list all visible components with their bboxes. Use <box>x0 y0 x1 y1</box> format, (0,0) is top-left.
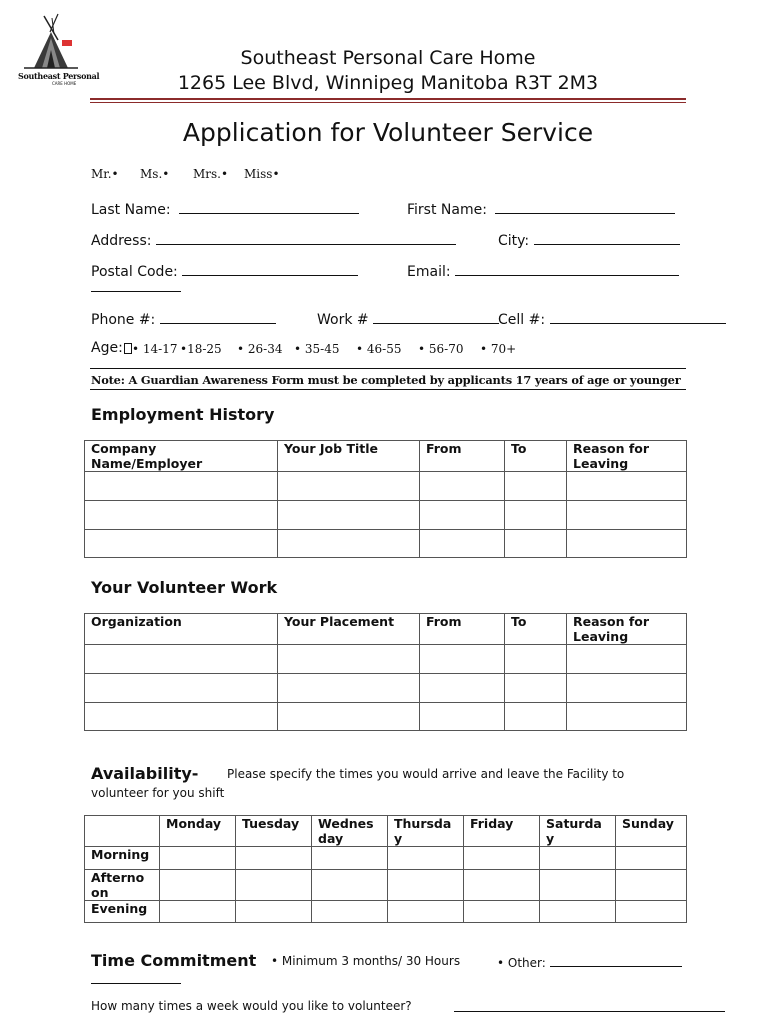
work-line[interactable] <box>373 309 499 324</box>
age-checkbox-icon[interactable] <box>124 343 132 354</box>
table-cell[interactable] <box>278 674 420 703</box>
org-address: 1265 Lee Blvd, Winnipeg Manitoba R3T 2M3 <box>177 72 599 94</box>
employment-table <box>84 440 687 558</box>
table-cell[interactable] <box>505 645 567 674</box>
cell-line[interactable] <box>550 309 726 324</box>
table-cell[interactable] <box>567 674 687 703</box>
table-row[interactable] <box>85 870 687 901</box>
table-cell[interactable] <box>85 674 278 703</box>
other-label: • Other: <box>497 956 546 970</box>
day-header-friday: Friday <box>464 816 540 847</box>
table-cell[interactable] <box>616 870 687 901</box>
salutation-mrs[interactable]: Mrs.• <box>193 167 229 181</box>
table-row[interactable] <box>85 501 687 530</box>
availability-table <box>84 815 687 923</box>
table-cell[interactable] <box>567 501 687 530</box>
address-label: Address: <box>91 233 152 249</box>
table-cell[interactable] <box>567 472 687 501</box>
table-cell[interactable] <box>540 870 616 901</box>
table-cell[interactable] <box>236 901 312 923</box>
phone-line[interactable] <box>160 309 276 324</box>
postal-code-line-continued[interactable] <box>91 291 181 292</box>
table-cell[interactable] <box>278 703 420 731</box>
age-label: Age: <box>91 340 123 356</box>
table-cell[interactable] <box>85 501 278 530</box>
first-name-label: First Name: <box>407 202 487 218</box>
cell-field[interactable] <box>498 309 726 328</box>
table-cell[interactable] <box>236 870 312 901</box>
table-cell[interactable] <box>85 703 278 731</box>
availability-instruction-cont: volunteer for you shift <box>91 786 225 800</box>
commitment-option-minimum[interactable]: • Minimum 3 months/ 30 Hours <box>271 954 461 968</box>
table-cell[interactable] <box>540 847 616 870</box>
phone-label: Phone #: <box>91 312 156 328</box>
age-option-70-plus[interactable]: • 70+ <box>480 342 517 356</box>
first-name-line[interactable] <box>495 199 675 214</box>
email-line[interactable] <box>455 261 679 276</box>
other-line[interactable] <box>550 954 682 967</box>
cell-label: Cell #: <box>498 312 546 328</box>
table-cell[interactable] <box>236 847 312 870</box>
table-row[interactable] <box>85 901 687 923</box>
table-row[interactable] <box>85 645 687 674</box>
table-cell[interactable] <box>160 847 236 870</box>
table-cell[interactable] <box>278 501 420 530</box>
table-cell[interactable] <box>388 847 464 870</box>
table-cell[interactable] <box>312 847 388 870</box>
table-cell[interactable] <box>388 870 464 901</box>
volunteer-frequency-question: How many times a week would you like to volunteer? <box>91 999 412 1013</box>
table-cell[interactable] <box>505 501 567 530</box>
email-field[interactable] <box>407 261 679 280</box>
logo <box>18 12 100 88</box>
table-row[interactable] <box>85 530 687 558</box>
logo-name: Southeast Personal <box>18 71 100 81</box>
table-cell[interactable] <box>420 501 505 530</box>
last-name-label: Last Name: <box>91 202 171 218</box>
day-header-saturday: Saturda y <box>540 816 616 847</box>
table-cell[interactable] <box>278 530 420 558</box>
email-label: Email: <box>407 264 451 280</box>
guardian-note: Note: A Guardian Awareness Form must be completed by applicants 17 years of age or younger <box>91 373 681 387</box>
volunteer-frequency-line[interactable] <box>454 1011 725 1012</box>
commitment-option-other[interactable] <box>497 954 682 970</box>
city-field[interactable] <box>498 230 680 249</box>
postal-code-label: Postal Code: <box>91 264 178 280</box>
teepee-icon <box>18 12 84 74</box>
table-cell[interactable] <box>464 901 540 923</box>
time-label-morning: Morning <box>85 847 160 870</box>
table-cell[interactable] <box>420 472 505 501</box>
employment-header-job-title: Your Job Title <box>278 441 420 472</box>
city-label: City: <box>498 233 530 249</box>
table-row[interactable] <box>85 703 687 731</box>
city-line[interactable] <box>534 230 680 245</box>
table-cell[interactable] <box>567 530 687 558</box>
volunteer-header-to: To <box>505 614 567 645</box>
table-cell[interactable] <box>160 870 236 901</box>
employment-header-to: To <box>505 441 567 472</box>
table-cell[interactable] <box>505 530 567 558</box>
address-line[interactable] <box>156 230 456 245</box>
table-cell[interactable] <box>420 703 505 731</box>
age-option-35-45[interactable]: • 35-45 <box>294 342 340 356</box>
table-cell[interactable] <box>278 472 420 501</box>
employment-header-company: Company Name/Employer <box>85 441 278 472</box>
table-cell[interactable] <box>85 472 278 501</box>
day-header-sunday: Sunday <box>616 816 687 847</box>
table-cell[interactable] <box>312 901 388 923</box>
day-header-monday: Monday <box>160 816 236 847</box>
salutation-miss[interactable]: Miss• <box>244 167 280 181</box>
phone-field[interactable] <box>91 309 276 328</box>
age-option-56-70[interactable]: • 56-70 <box>418 342 464 356</box>
employment-header-from: From <box>420 441 505 472</box>
table-cell[interactable] <box>616 847 687 870</box>
table-cell[interactable] <box>616 901 687 923</box>
day-header-thursday: Thursda y <box>388 816 464 847</box>
address-field[interactable] <box>91 230 456 249</box>
salutation-ms[interactable]: Ms.• <box>140 167 170 181</box>
page-title: Application for Volunteer Service <box>182 118 594 147</box>
table-row[interactable] <box>85 472 687 501</box>
postal-code-field[interactable] <box>91 261 358 280</box>
logo-sub: CARE HOME <box>52 81 77 86</box>
table-row[interactable] <box>85 847 687 870</box>
table-cell[interactable] <box>388 901 464 923</box>
header-rule-top <box>90 98 686 100</box>
table-cell[interactable] <box>505 472 567 501</box>
postal-code-line[interactable] <box>182 261 358 276</box>
availability-instruction: Please specify the times you would arrive and leave the Facility to <box>227 767 625 781</box>
table-cell[interactable] <box>85 645 278 674</box>
last-name-field[interactable] <box>91 199 359 218</box>
header-rule-bottom <box>90 102 686 103</box>
volunteer-header-organization: Organization <box>85 614 278 645</box>
age-option-14-17[interactable]: • 14-17 <box>132 342 178 356</box>
employment-history-title: Employment History <box>91 405 275 424</box>
commitment-extra-line[interactable] <box>91 983 181 984</box>
volunteer-work-title: Your Volunteer Work <box>91 578 278 597</box>
volunteer-header-placement: Your Placement <box>278 614 420 645</box>
note-rule-top <box>90 368 686 369</box>
age-option-46-55[interactable]: • 46-55 <box>356 342 402 356</box>
table-cell[interactable] <box>464 870 540 901</box>
time-label-afternoon: Afterno on <box>85 870 160 901</box>
day-header-wednesday: Wednes day <box>312 816 388 847</box>
table-cell[interactable] <box>85 530 278 558</box>
volunteer-table <box>84 613 687 731</box>
table-cell[interactable] <box>567 703 687 731</box>
volunteer-header-from: From <box>420 614 505 645</box>
table-cell[interactable] <box>464 847 540 870</box>
table-cell[interactable] <box>420 645 505 674</box>
availability-title: Availability- <box>91 764 199 783</box>
time-label-evening: Evening <box>85 901 160 923</box>
volunteer-header-reason: Reason for Leaving <box>567 614 687 645</box>
table-row[interactable] <box>85 674 687 703</box>
availability-corner <box>85 816 160 847</box>
note-rule-bottom <box>90 389 686 390</box>
age-option-26-34[interactable]: • 26-34 <box>237 342 283 356</box>
table-cell[interactable] <box>540 901 616 923</box>
salutation-mr[interactable]: Mr.• <box>91 167 119 181</box>
table-cell[interactable] <box>312 870 388 901</box>
last-name-line[interactable] <box>179 199 359 214</box>
table-cell[interactable] <box>505 703 567 731</box>
work-label: Work # <box>317 312 369 328</box>
table-cell[interactable] <box>420 674 505 703</box>
work-field[interactable] <box>317 309 499 328</box>
org-name: Southeast Personal Care Home <box>240 47 536 69</box>
employment-header-reason: Reason for Leaving <box>567 441 687 472</box>
age-option-18-25[interactable]: •18-25 <box>180 342 222 356</box>
table-cell[interactable] <box>420 530 505 558</box>
table-cell[interactable] <box>160 901 236 923</box>
table-cell[interactable] <box>505 674 567 703</box>
table-cell[interactable] <box>567 645 687 674</box>
table-cell[interactable] <box>278 645 420 674</box>
time-commitment-title: Time Commitment <box>91 951 257 970</box>
day-header-tuesday: Tuesday <box>236 816 312 847</box>
first-name-field[interactable] <box>407 199 675 218</box>
